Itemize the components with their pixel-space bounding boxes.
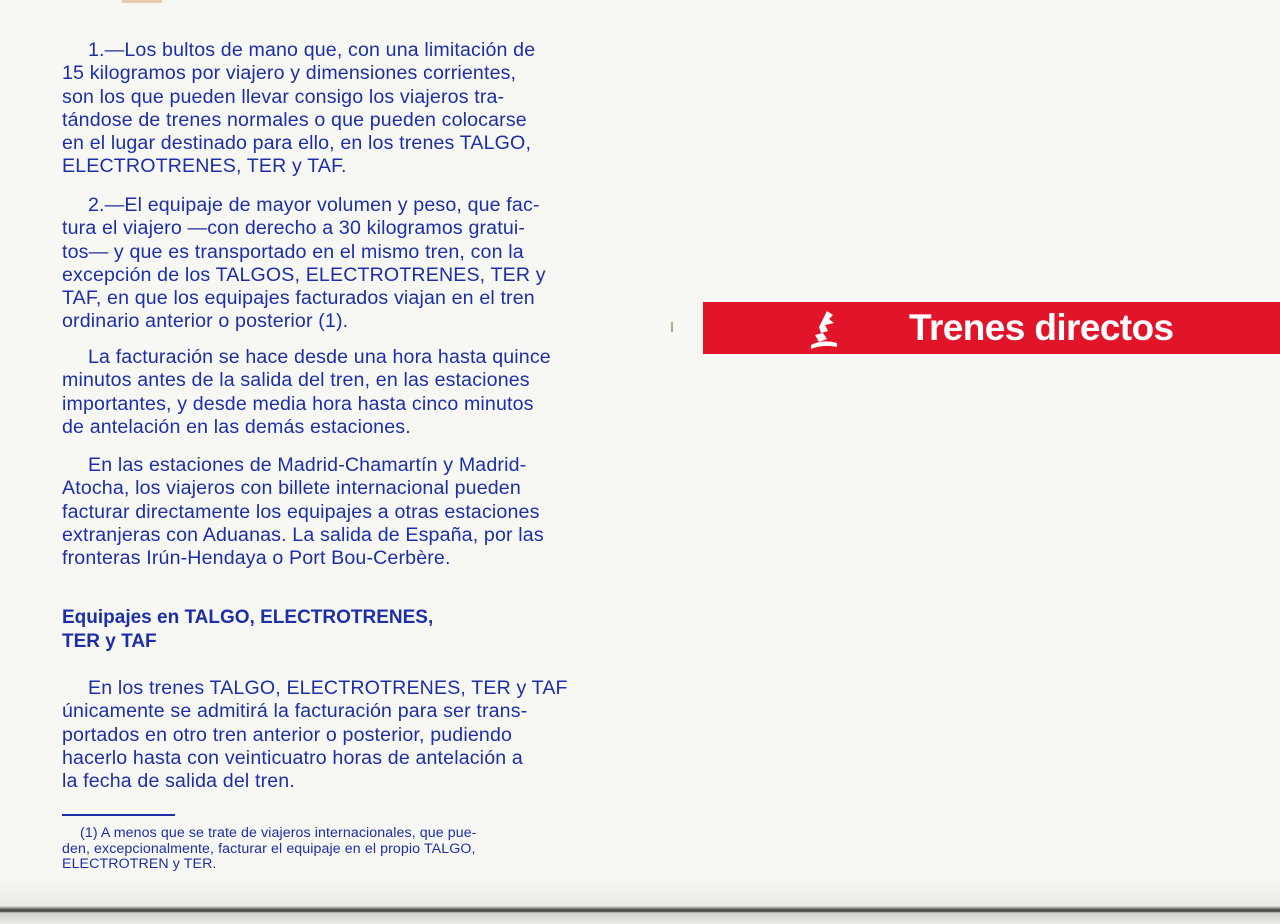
paragraph-check-in-times: La facturación se hace desde una hora hasta quince minutos antes de la salida del tren, en las estaciones importantes, y desde media hora hasta cinco minutos de antelación en las demás estaciones. xyxy=(62,346,551,438)
banner-title: Trenes directos xyxy=(909,307,1174,348)
page-spine-mark xyxy=(671,322,673,332)
paragraph-international-stations: En las estaciones de Madrid-Chamartín y Madrid- Atocha, los viajeros con billete internacional pueden facturar directamente los equipajes a otras estaciones extranjeras con Aduanas. La salida de España, por las fronteras Irún-Hendaya o Port Bou-Cerbère. xyxy=(62,454,544,570)
section-heading-talgo: Equipajes en TALGO, ELECTROTRENES, TER y TAF xyxy=(62,607,434,652)
footnote-divider xyxy=(62,814,175,816)
page-bottom-edge xyxy=(0,878,1280,924)
trenes-directos-banner xyxy=(703,302,1280,354)
porter-luggage-icon xyxy=(807,309,841,349)
paragraph-hand-luggage: 1.—Los bultos de mano que, con una limitación de 15 kilogramos por viajero y dimensiones corrientes, son los que pueden llevar consigo los viajeros tra- tándose de trenes normales o que pueden colocarse en el lugar destinado para ello, en los trenes TALGO, ELECTROTRENES, TER y TAF. xyxy=(62,39,536,178)
paragraph-talgo-check-in: En los trenes TALGO, ELECTROTRENES, TER y TAF únicamente se admitirá la facturación para ser trans- portados en otro tren anterior o posterior, pudiendo hacerlo hasta con veinticuatro horas de antelación a la fecha de salida del tren. xyxy=(62,677,568,793)
page-top-mark xyxy=(122,0,162,3)
footnote: (1) A menos que se trate de viajeros internacionales, que pue- den, excepcionalmente, facturar el equipaje en el propio TALGO, ELECTROTREN y TER. xyxy=(62,825,477,873)
paragraph-checked-luggage: 2.—El equipaje de mayor volumen y peso, que fac- tura el viajero —con derecho a 30 kilogramos gratui- tos— y que es transportado en el mismo tren, con la excepción de los TALGOS, ELECTROTRENES, TER y TAF, en que los equipajes facturados viajan en el tren ordinario anterior o posterior (1). xyxy=(62,194,546,333)
